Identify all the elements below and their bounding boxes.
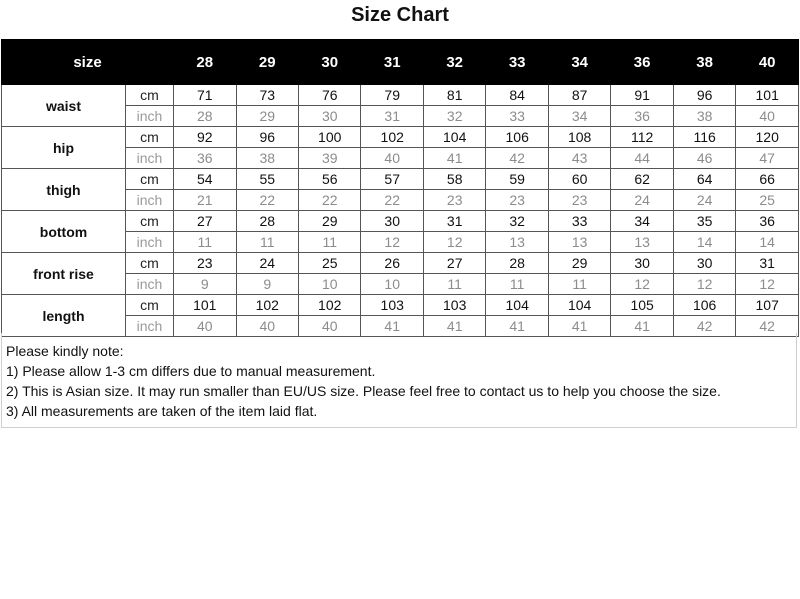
- measurement-name: waist: [2, 85, 126, 127]
- value-cell-inch: 30: [298, 106, 360, 127]
- value-cell-inch: 40: [361, 148, 423, 169]
- value-cell-cm: 106: [673, 295, 735, 316]
- value-cell-inch: 22: [361, 190, 423, 211]
- size-header-cell: 28: [174, 40, 236, 85]
- unit-label-cm: cm: [126, 253, 174, 274]
- value-cell-inch: 38: [236, 148, 298, 169]
- value-cell-inch: 12: [611, 274, 673, 295]
- value-cell-inch: 25: [736, 190, 799, 211]
- value-cell-cm: 31: [736, 253, 799, 274]
- value-cell-inch: 10: [298, 274, 360, 295]
- notes-heading: Please kindly note:: [6, 343, 124, 359]
- value-cell-cm: 58: [423, 169, 485, 190]
- value-cell-cm: 101: [174, 295, 236, 316]
- unit-label-cm: cm: [126, 211, 174, 232]
- value-cell-inch: 39: [298, 148, 360, 169]
- value-cell-inch: 42: [736, 316, 799, 337]
- value-cell-cm: 76: [298, 85, 360, 106]
- value-cell-cm: 84: [486, 85, 548, 106]
- value-cell-cm: 102: [361, 127, 423, 148]
- value-cell-cm: 30: [611, 253, 673, 274]
- value-cell-inch: 14: [673, 232, 735, 253]
- value-cell-inch: 13: [486, 232, 548, 253]
- value-cell-cm: 64: [673, 169, 735, 190]
- measurement-row-cm: [2, 85, 799, 106]
- value-cell-inch: 12: [361, 232, 423, 253]
- value-cell-cm: 102: [298, 295, 360, 316]
- measurement-row-cm: [2, 211, 799, 232]
- value-cell-inch: 36: [611, 106, 673, 127]
- value-cell-cm: 71: [174, 85, 236, 106]
- value-cell-cm: 100: [298, 127, 360, 148]
- value-cell-inch: 21: [174, 190, 236, 211]
- value-cell-cm: 30: [361, 211, 423, 232]
- value-cell-cm: 79: [361, 85, 423, 106]
- value-cell-cm: 102: [236, 295, 298, 316]
- value-cell-cm: 87: [548, 85, 610, 106]
- value-cell-inch: 29: [236, 106, 298, 127]
- value-cell-inch: 14: [736, 232, 799, 253]
- size-header-cell: 31: [361, 40, 423, 85]
- size-header-cell: 38: [673, 40, 735, 85]
- value-cell-inch: 42: [673, 316, 735, 337]
- unit-label-inch: inch: [126, 316, 174, 337]
- value-cell-cm: 104: [423, 127, 485, 148]
- size-header-cell: 33: [486, 40, 548, 85]
- value-cell-inch: 41: [361, 316, 423, 337]
- value-cell-cm: 104: [548, 295, 610, 316]
- value-cell-cm: 112: [611, 127, 673, 148]
- value-cell-cm: 116: [673, 127, 735, 148]
- value-cell-cm: 105: [611, 295, 673, 316]
- value-cell-cm: 55: [236, 169, 298, 190]
- value-cell-cm: 34: [611, 211, 673, 232]
- value-cell-cm: 96: [673, 85, 735, 106]
- value-cell-cm: 56: [298, 169, 360, 190]
- size-header-cell: 36: [611, 40, 673, 85]
- unit-label-cm: cm: [126, 295, 174, 316]
- value-cell-cm: 107: [736, 295, 799, 316]
- value-cell-inch: 40: [236, 316, 298, 337]
- value-cell-cm: 57: [361, 169, 423, 190]
- value-cell-cm: 96: [236, 127, 298, 148]
- value-cell-cm: 91: [611, 85, 673, 106]
- size-header-cell: 40: [736, 40, 799, 85]
- value-cell-inch: 12: [736, 274, 799, 295]
- value-cell-cm: 103: [361, 295, 423, 316]
- value-cell-inch: 41: [423, 148, 485, 169]
- value-cell-inch: 32: [423, 106, 485, 127]
- value-cell-cm: 54: [174, 169, 236, 190]
- note-item: 3) All measurements are taken of the item laid flat.: [6, 403, 318, 419]
- value-cell-cm: 104: [486, 295, 548, 316]
- value-cell-inch: 47: [736, 148, 799, 169]
- value-cell-inch: 11: [548, 274, 610, 295]
- size-chart-table: [1, 39, 799, 337]
- unit-label-cm: cm: [126, 169, 174, 190]
- value-cell-inch: 9: [174, 274, 236, 295]
- value-cell-cm: 26: [361, 253, 423, 274]
- value-cell-inch: 41: [611, 316, 673, 337]
- measurement-name: hip: [2, 127, 126, 169]
- measurement-name: front rise: [2, 253, 126, 295]
- value-cell-inch: 41: [548, 316, 610, 337]
- value-cell-inch: 24: [673, 190, 735, 211]
- value-cell-inch: 23: [423, 190, 485, 211]
- measurement-row-cm: [2, 295, 799, 316]
- value-cell-cm: 31: [423, 211, 485, 232]
- value-cell-inch: 23: [548, 190, 610, 211]
- size-header-cell: 30: [298, 40, 360, 85]
- unit-label-cm: cm: [126, 127, 174, 148]
- value-cell-cm: 60: [548, 169, 610, 190]
- value-cell-inch: 34: [548, 106, 610, 127]
- value-cell-inch: 11: [486, 274, 548, 295]
- value-cell-cm: 29: [298, 211, 360, 232]
- value-cell-inch: 11: [423, 274, 485, 295]
- size-header-cell: 29: [236, 40, 298, 85]
- value-cell-inch: 41: [486, 316, 548, 337]
- value-cell-cm: 25: [298, 253, 360, 274]
- note-item: 1) Please allow 1-3 cm differs due to manual measurement.: [6, 363, 376, 379]
- value-cell-cm: 92: [174, 127, 236, 148]
- measurement-row-cm: [2, 127, 799, 148]
- note-item: 2) This is Asian size. It may run smaller than EU/US size. Please feel free to contact us to help you choose the size.: [6, 383, 721, 399]
- value-cell-inch: 23: [486, 190, 548, 211]
- value-cell-cm: 32: [486, 211, 548, 232]
- value-cell-inch: 10: [361, 274, 423, 295]
- value-cell-cm: 27: [174, 211, 236, 232]
- value-cell-cm: 103: [423, 295, 485, 316]
- unit-label-inch: inch: [126, 106, 174, 127]
- size-chart-body: [2, 85, 799, 337]
- value-cell-inch: 11: [236, 232, 298, 253]
- value-cell-cm: 23: [174, 253, 236, 274]
- value-cell-cm: 120: [736, 127, 799, 148]
- value-cell-cm: 28: [486, 253, 548, 274]
- value-cell-inch: 36: [174, 148, 236, 169]
- value-cell-inch: 22: [236, 190, 298, 211]
- value-cell-inch: 38: [673, 106, 735, 127]
- value-cell-cm: 27: [423, 253, 485, 274]
- value-cell-inch: 40: [298, 316, 360, 337]
- value-cell-inch: 11: [298, 232, 360, 253]
- value-cell-inch: 12: [423, 232, 485, 253]
- value-cell-inch: 12: [673, 274, 735, 295]
- measurement-name: thigh: [2, 169, 126, 211]
- value-cell-cm: 36: [736, 211, 799, 232]
- value-cell-cm: 30: [673, 253, 735, 274]
- value-cell-inch: 42: [486, 148, 548, 169]
- value-cell-cm: 62: [611, 169, 673, 190]
- measurement-name: bottom: [2, 211, 126, 253]
- value-cell-cm: 101: [736, 85, 799, 106]
- value-cell-cm: 29: [548, 253, 610, 274]
- value-cell-inch: 24: [611, 190, 673, 211]
- value-cell-inch: 40: [174, 316, 236, 337]
- notes-section: [1, 333, 797, 428]
- value-cell-cm: 59: [486, 169, 548, 190]
- value-cell-inch: 22: [298, 190, 360, 211]
- value-cell-cm: 66: [736, 169, 799, 190]
- value-cell-inch: 28: [174, 106, 236, 127]
- value-cell-inch: 33: [486, 106, 548, 127]
- unit-label-inch: inch: [126, 232, 174, 253]
- measurement-row-cm: [2, 253, 799, 274]
- unit-label-inch: inch: [126, 148, 174, 169]
- value-cell-inch: 43: [548, 148, 610, 169]
- value-cell-cm: 24: [236, 253, 298, 274]
- value-cell-inch: 13: [548, 232, 610, 253]
- size-header-cell: 32: [423, 40, 485, 85]
- value-cell-inch: 41: [423, 316, 485, 337]
- measurement-name: length: [2, 295, 126, 337]
- value-cell-cm: 108: [548, 127, 610, 148]
- value-cell-inch: 31: [361, 106, 423, 127]
- unit-label-inch: inch: [126, 190, 174, 211]
- value-cell-inch: 11: [174, 232, 236, 253]
- value-cell-cm: 35: [673, 211, 735, 232]
- size-header-row: [2, 40, 799, 85]
- value-cell-inch: 13: [611, 232, 673, 253]
- measurement-row-cm: [2, 169, 799, 190]
- value-cell-cm: 28: [236, 211, 298, 232]
- page-title: Size Chart: [351, 4, 449, 26]
- value-cell-inch: 44: [611, 148, 673, 169]
- unit-label-cm: cm: [126, 85, 174, 106]
- value-cell-cm: 106: [486, 127, 548, 148]
- value-cell-cm: 73: [236, 85, 298, 106]
- unit-label-inch: inch: [126, 274, 174, 295]
- value-cell-cm: 33: [548, 211, 610, 232]
- value-cell-inch: 9: [236, 274, 298, 295]
- value-cell-inch: 46: [673, 148, 735, 169]
- size-header-label: size: [2, 40, 174, 85]
- value-cell-cm: 81: [423, 85, 485, 106]
- value-cell-inch: 40: [736, 106, 799, 127]
- size-header-cell: 34: [548, 40, 610, 85]
